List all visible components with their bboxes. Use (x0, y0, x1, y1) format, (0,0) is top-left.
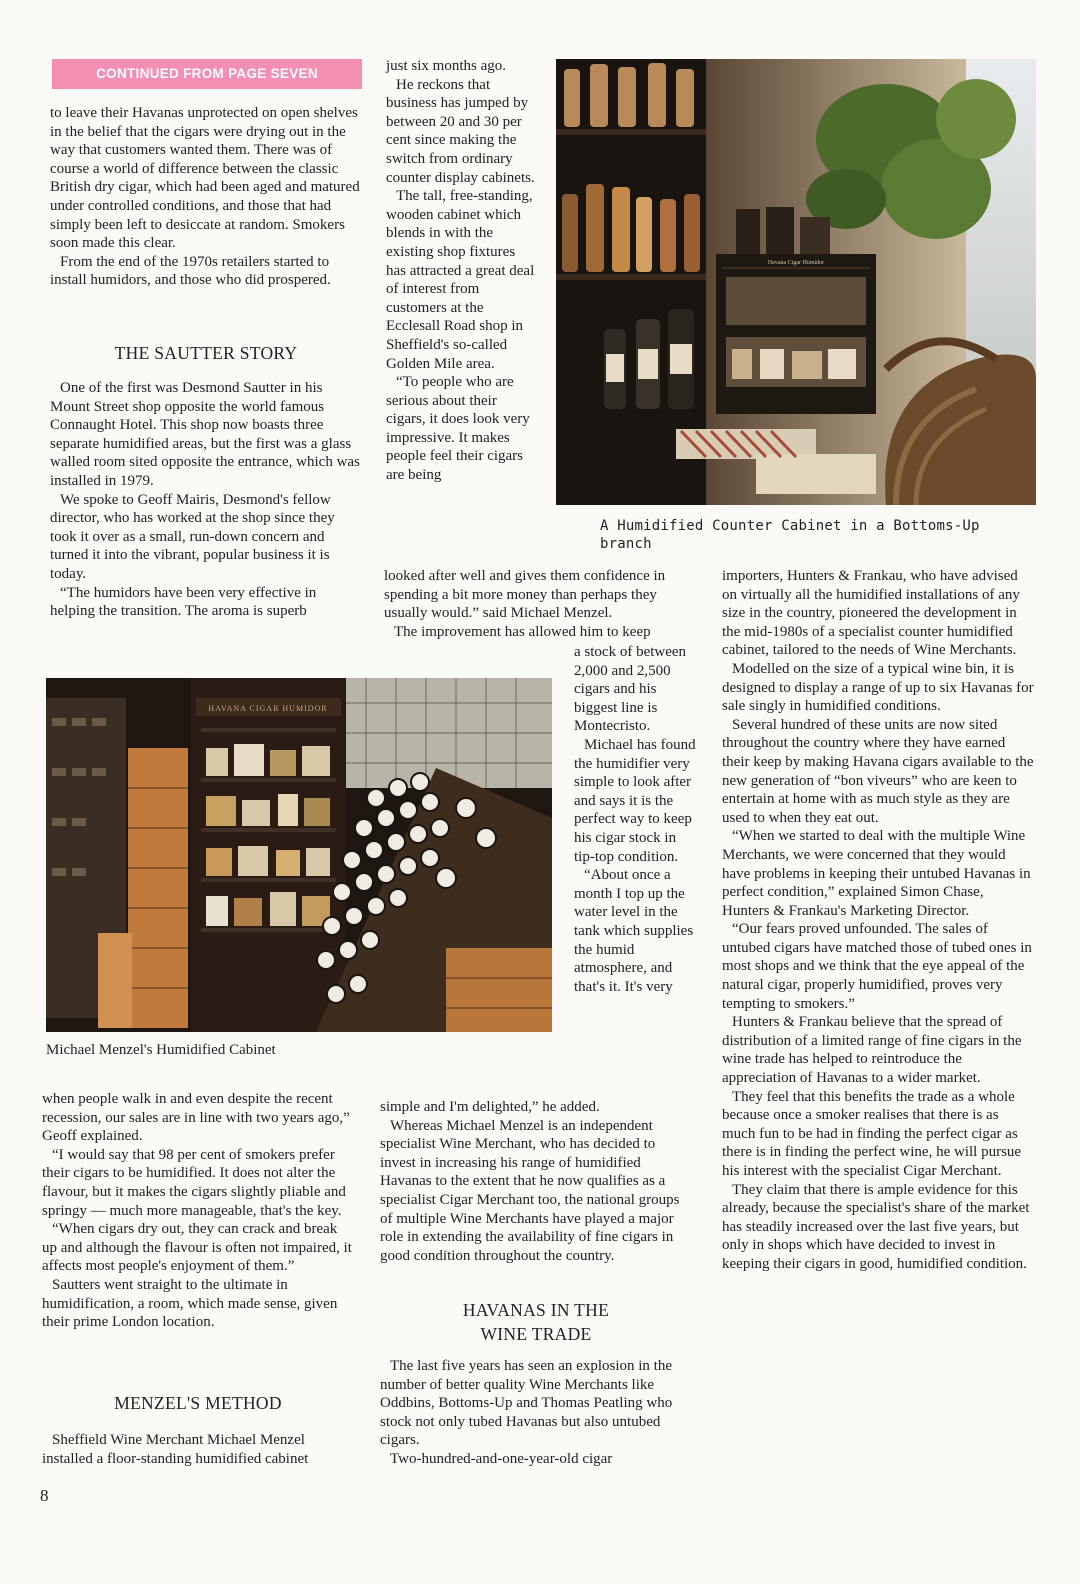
paragraph: One of the first was Desmond Sautter in his Mount Street shop opposite the world famous Connaught Hotel. This shop now boasts three separate humidified areas, but the first was a glass walled room sited opposite the entrance, which was installed in 1979. (50, 380, 360, 489)
paragraph: The last five years has seen an explosion in the number of better quality Wine Merchants like Oddbins, Bottoms-Up and Thomas Peatling who stock not only tubed Havanas but also untubed cigars. (380, 1358, 673, 1449)
section-heading-havanas (380, 1298, 692, 1346)
heading-line: WINE TRADE (480, 1324, 592, 1344)
paragraph: He reckons that business has jumped by between 20 and 30 per cent since making the switch from ordinary counter display cabinets. (386, 76, 535, 186)
paragraph: Whereas Michael Menzel is an independent specialist Wine Merchant, who has decided to invest in increasing his range of humidified Havanas to the extent that he now qualifies as a specialist Cigar Merchant too, the national groups of multiple Wine Merchants have played a major role in extending the availability of fine cigars in good condition throughout the country. (380, 1117, 680, 1264)
continued-banner: CONTINUED FROM PAGE SEVEN (52, 59, 362, 89)
heading-line: HAVANAS IN THE (462, 1300, 610, 1320)
col1-sautter-text (50, 379, 362, 621)
cabinet-sign-text: HAVANA CIGAR HUMIDOR (208, 704, 328, 713)
col2-narrow-text (386, 57, 536, 485)
photo-menzel-cabinet (46, 678, 552, 1032)
paragraph: The tall, free-standing, wooden cabinet which blends in with the existing shop fixtures has attracted a great deal of interest from customers at the Ecclesall Road shop in Sheffield's so-called Golden Mile area. (386, 188, 535, 372)
paragraph: Several hundred of these units are now sited throughout the country where they have earned their keep by making Havana cigars available to the new generation of “bon viveurs” who are keen to entertain at home with as much style as they are used to when they eat out. (722, 716, 1034, 826)
paragraph: importers, Hunters & Frankau, who have advised on virtually all the humidified installations of any size in the country, pioneered the development in the mid-1980s of a specialist counter humidified cabinet, tailored to the needs of Wine Merchants. (722, 568, 1020, 659)
col3-text (722, 567, 1034, 1274)
menzel-cabinet-illustration (46, 678, 552, 1032)
paragraph: just six months ago. (386, 58, 507, 74)
paragraph: “I would say that 98 per cent of smokers prefer their cigars to be humidified. It does not alter the flavour, but it makes the cigars slightly pliable and springy — much more manageable, that's the key. (42, 1146, 346, 1219)
photo-counter-cabinet (556, 59, 1036, 505)
paragraph: to leave their Havanas unprotected on open shelves in the belief that the cigars were drying out in the way that customers wanted them. There was of course a world of difference between the classic British dry cigar, which had been aged and matured under controlled conditions, and those that had simply been left to desiccate at random. Smokers soon made this clear. (50, 105, 360, 252)
paragraph: Hunters & Frankau believe that the spread of distribution of a limited range of fine cigars in the wine trade has helped to reintroduce the appreciation of Havanas to a wider market. (722, 1014, 1022, 1087)
col2-right-narrow-text (574, 643, 698, 996)
paragraph: simple and I'm delighted,” he added. (380, 1099, 600, 1115)
paragraph: We spoke to Geoff Mairis, Desmond's fellow director, who has worked at the shop since they took it over as a small, run-down concern and turned it into the vibrant, popular business it is today. (50, 491, 335, 582)
col1-menzel-text (42, 1431, 354, 1468)
paragraph: “The humidors have been very effective in helping the transition. The aroma is superb (50, 584, 317, 620)
page-number: 8 (40, 1486, 49, 1505)
paragraph: “About once a month I top up the water level in the tank which supplies the humid atmosphere, and that's it. It's very (574, 867, 694, 995)
paragraph: The improvement has allowed him to keep (394, 623, 651, 640)
paragraph: Modelled on the size of a typical wine bin, it is designed to display a range of up to six Havanas for sale singly in humidified conditions. (722, 660, 1034, 715)
paragraph: “When cigars dry out, they can crack and break up and although the flavour is often not impaired, it affects most people's enjoyment of them.” (42, 1221, 352, 1275)
paragraph: “Our fears proved unfounded. The sales of untubed cigars have matched those of tubed ones in most shops and we think that the eye appeal of the natural cigar, properly humidified, proves very tempting to smokers.” (722, 921, 1032, 1012)
counter-cabinet-illustration (556, 59, 1036, 505)
paragraph: From the end of the 1970s retailers started to install humidors, and those who did prospered. (50, 253, 331, 289)
paragraph: Sautters went straight to the ultimate in humidification, a room, which made sense, given their prime London location. (42, 1276, 338, 1331)
paragraph: Michael has found the humidifier very simple to look after and says it is the perfect way to keep his cigar stock in tip-top condition. (574, 736, 696, 865)
paragraph: a stock of between 2,000 and 2,500 cigars and his biggest line is Montecristo. (574, 644, 687, 735)
paragraph: They claim that there is ample evidence for this already, because the specialist's share of the market has steadily increased over the last five years, but only in shops which have decided to invest in keeping their cigars in good, humidified condition. (722, 1181, 1030, 1272)
caption-menzel-cabinet: Michael Menzel's Humidified Cabinet (46, 1042, 276, 1058)
col2-havanas-text (380, 1357, 692, 1469)
cabinet-sign-text: Havana Cigar Humidor (767, 260, 825, 266)
paragraph: looked after well and gives them confidence in spending a bit more money than perhaps they usually would.” said Michael Menzel. (384, 568, 666, 622)
section-heading-sautter: THE SAUTTER STORY (114, 343, 298, 363)
caption-counter-cabinet: A Humidified Counter Cabinet in a Bottoms-Up branch (600, 518, 980, 552)
col1-top-text (50, 104, 362, 290)
paragraph: They feel that this benefits the trade as a whole because once a smoker realises that there is as much fun to be had in finding the perfect cigar as there is in finding the perfect wine, he will pursue his interest with the specialist Cigar Merchant. (722, 1088, 1022, 1179)
paragraph: Two-hundred-and-one-year-old cigar (390, 1450, 613, 1467)
col2-bottom-text (380, 1098, 692, 1265)
col2-wide-text (384, 567, 696, 641)
paragraph: when people walk in and even despite the recent recession, our sales are in line with two years ago,” Geoff explained. (42, 1091, 350, 1145)
paragraph: Sheffield Wine Merchant Michael Menzel installed a floor-standing humidified cabinet (42, 1432, 309, 1467)
col1-bottom-text (42, 1090, 354, 1332)
section-heading-menzel: MENZEL'S METHOD (114, 1393, 282, 1413)
paragraph: “When we started to deal with the multiple Wine Merchants, we were concerned that they would have problems in keeping their untubed Havanas in perfect condition,” explained Simon Chase, Hunters & Frankau's Marketing Director. (722, 828, 1031, 919)
paragraph: “To people who are serious about their cigars, it does look very impressive. It makes people feel their cigars are being (386, 374, 530, 484)
